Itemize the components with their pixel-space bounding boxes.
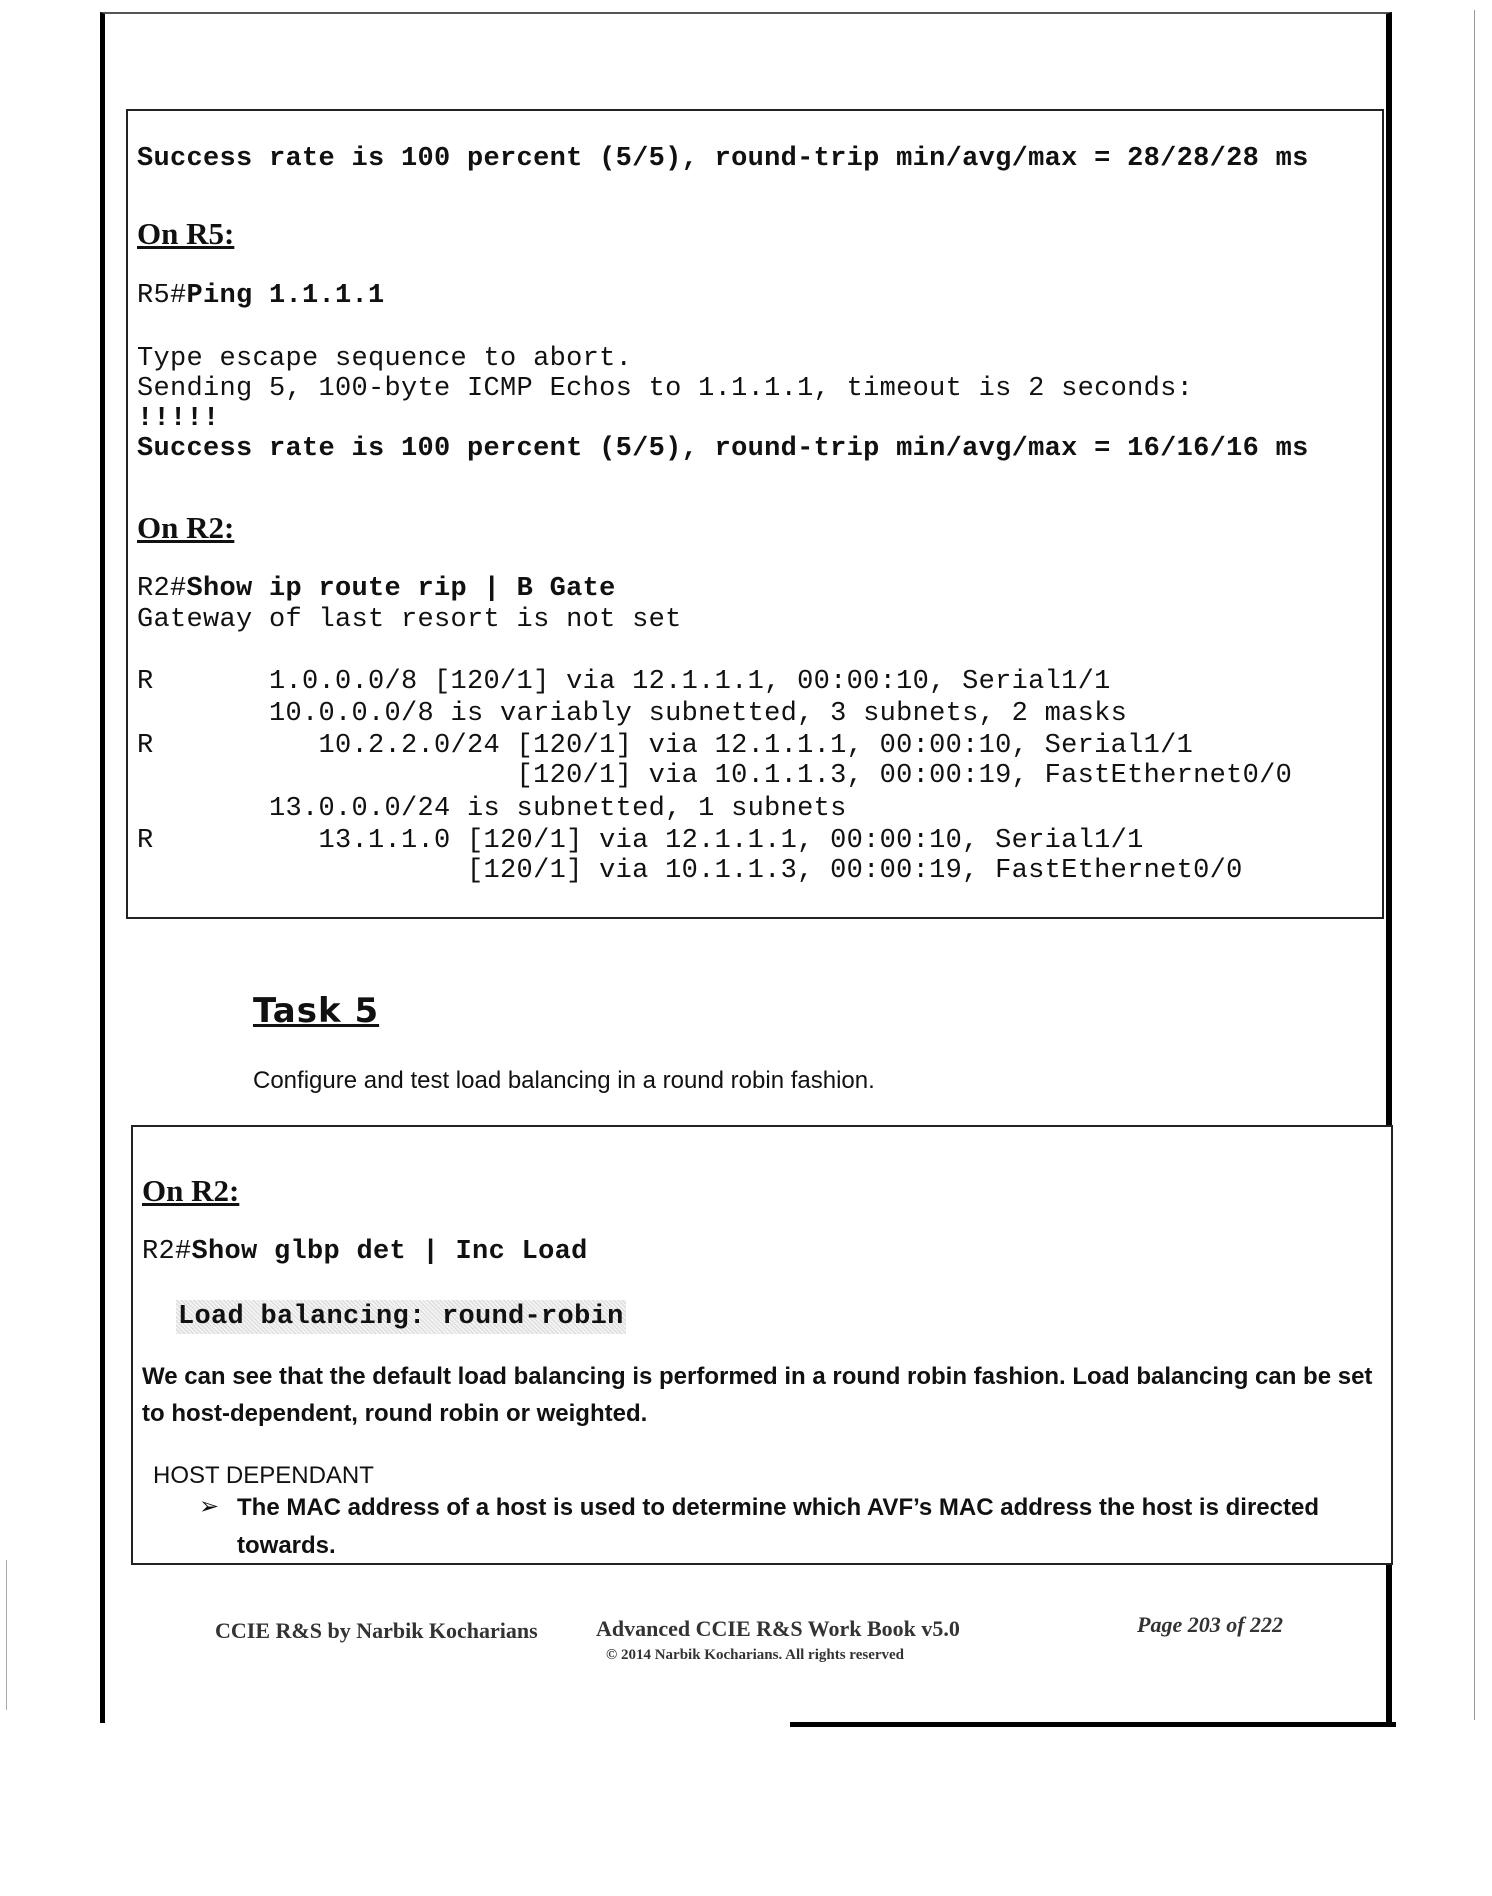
cli-prompt: R2# (137, 574, 187, 604)
section-heading-on-r2: On R2: (142, 1173, 240, 1208)
route-line: [120/1] via 10.1.1.3, 00:00:19, FastEthernet0/0 (137, 761, 1293, 791)
cli-output-line: Gateway of last resort is not set (137, 605, 682, 635)
route-line: 13.0.0.0/24 is subnetted, 1 subnets (137, 794, 847, 824)
scan-margin-line (6, 1560, 7, 1710)
task-description: Configure and test load balancing in a round robin fashion. (253, 1067, 875, 1094)
load-balancing-output (176, 1304, 626, 1331)
bullet-text-line: The MAC address of a host is used to determine which AVF’s MAC address the host is directed (237, 1494, 1319, 1521)
cli-prompt: R5# (137, 281, 187, 311)
route-line: R 1.0.0.0/8 [120/1] via 12.1.1.1, 00:00:10, Serial1/1 (137, 667, 1111, 697)
cli-output-line: !!!!! (137, 404, 220, 434)
task-title: Task 5 (253, 991, 380, 1031)
highlighted-output: Load balancing: round-robin (178, 1302, 624, 1332)
cli-command: Show ip route rip | B Gate (186, 574, 616, 604)
cli-command: Show glbp det | Inc Load (191, 1237, 588, 1267)
r2-command-line (142, 1239, 588, 1266)
explanation-paragraph-line: We can see that the default load balancing is performed in a round robin fashion. Load balancing can be set (142, 1363, 1373, 1390)
bullet-text-line: towards. (237, 1532, 336, 1559)
route-line: [120/1] via 10.1.1.3, 00:00:19, FastEthernet0/0 (137, 856, 1243, 886)
page-frame-bottom-border (790, 1722, 1396, 1727)
cli-output-line: Type escape sequence to abort. (137, 344, 633, 374)
cli-prompt: R2# (142, 1237, 192, 1267)
footer-page-number: Page 203 of 222 (1137, 1612, 1284, 1637)
section-heading-on-r2: On R2: (137, 510, 235, 545)
footer-copyright: © 2014 Narbik Kocharians. All rights reserved (606, 1647, 905, 1663)
cli-output-line: Sending 5, 100-byte ICMP Echos to 1.1.1.1, timeout is 2 seconds: (137, 374, 1194, 404)
cli-command: Ping 1.1.1.1 (186, 281, 385, 311)
arrow-bullet-icon: ➢ (199, 1492, 220, 1520)
route-line: R 13.1.1.0 [120/1] via 12.1.1.1, 00:00:10, Serial1/1 (137, 826, 1144, 856)
r2-command-line (137, 576, 616, 603)
subheading-host-dependant: HOST DEPENDANT (153, 1462, 374, 1489)
route-line: R 10.2.2.0/24 [120/1] via 12.1.1.1, 00:00:10, Serial1/1 (137, 731, 1194, 761)
footer-book-title: Advanced CCIE R&S Work Book v5.0 (596, 1616, 960, 1641)
r5-command-line (137, 283, 385, 310)
explanation-paragraph-line: to host-dependent, round robin or weighted. (142, 1400, 648, 1427)
ping-success-line: Success rate is 100 percent (5/5), round-trip min/avg/max = 16/16/16 ms (137, 434, 1309, 464)
ping-success-line: Success rate is 100 percent (5/5), round-trip min/avg/max = 28/28/28 ms (137, 144, 1309, 174)
route-line: 10.0.0.0/8 is variably subnetted, 3 subnets, 2 masks (137, 699, 1128, 729)
footer-author: CCIE R&S by Narbik Kocharians (215, 1618, 538, 1643)
scan-margin-line (1474, 10, 1475, 1720)
section-heading-on-r5: On R5: (137, 216, 235, 251)
